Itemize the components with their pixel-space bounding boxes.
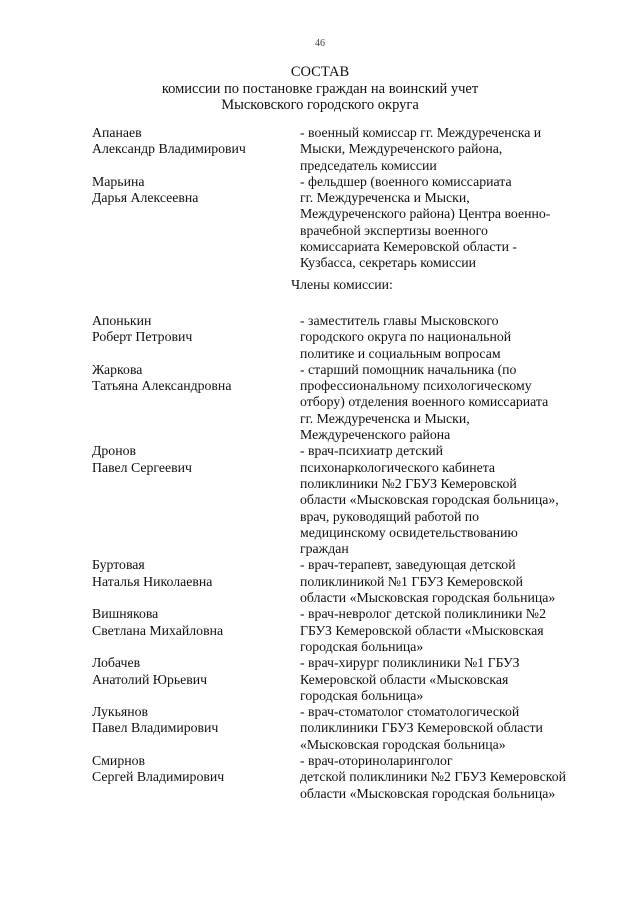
person-surname: Апонькин <box>92 312 152 328</box>
commission-entry <box>92 655 592 704</box>
person-given-name: Наталья Николаевна <box>92 573 213 589</box>
person-position <box>300 557 592 606</box>
person-given-name: Александр Владимирович <box>92 141 246 157</box>
commission-entry <box>92 704 592 753</box>
commission-entry <box>92 557 592 606</box>
person-position <box>300 606 592 655</box>
position-line: поликлиники ГБУЗ Кемеровской области <box>300 720 543 736</box>
commission-entry <box>92 753 592 802</box>
person-position <box>300 313 592 362</box>
person-name <box>92 443 300 557</box>
position-line: гг. Междуреченска и Мыски, <box>300 190 470 206</box>
position-line: председатель комиссии <box>300 157 437 173</box>
position-line: Междуреченского района) Центра военно- <box>300 206 551 222</box>
document-title <box>0 64 640 114</box>
position-line: комиссариата Кемеровской области - <box>300 239 518 255</box>
position-line: Кузбасса, секретарь комиссии <box>300 255 476 271</box>
person-surname: Марьина <box>92 173 145 189</box>
person-name <box>92 174 300 272</box>
person-surname: Вишнякова <box>92 606 159 622</box>
position-line: городская больница» <box>300 638 424 654</box>
commission-entry <box>92 313 592 362</box>
position-line: области «Мысковская городская больница» <box>300 785 556 801</box>
person-name <box>92 753 300 802</box>
person-given-name: Дарья Алексеевна <box>92 190 199 206</box>
person-name <box>92 606 300 655</box>
position-line: отбору) отделения военного комиссариата <box>300 394 549 410</box>
person-surname: Апанаев <box>92 125 142 140</box>
person-surname: Лобачев <box>92 655 141 671</box>
position-line: Мыски, Междуреченского района, <box>300 141 503 157</box>
position-line: - врач-хирург поликлиники №1 ГБУЗ <box>300 655 520 671</box>
position-line: Кемеровской области «Мысковская <box>300 671 509 687</box>
commission-entry <box>92 606 592 655</box>
person-position <box>300 655 592 704</box>
member-entries <box>92 313 592 802</box>
position-line: - врач-оториноларинголог <box>300 752 453 768</box>
position-line: поликлиники №2 ГБУЗ Кемеровской <box>300 475 517 491</box>
position-line: «Мысковская городская больница» <box>300 736 506 752</box>
person-position <box>300 174 592 272</box>
person-position <box>300 704 592 753</box>
person-given-name: Павел Владимирович <box>92 720 219 736</box>
position-line: ГБУЗ Кемеровской области «Мысковская <box>300 622 544 638</box>
position-line: - старший помощник начальника (по <box>300 361 517 377</box>
person-given-name: Роберт Петрович <box>92 329 193 345</box>
position-line: области «Мысковская городская больница», <box>300 492 559 508</box>
commission-entry <box>92 443 592 557</box>
position-line: - врач-психиатр детский <box>300 443 443 459</box>
position-line: врачебной экспертизы военного <box>300 222 488 238</box>
position-line: политике и социальным вопросам <box>300 345 501 361</box>
head-entries <box>92 125 592 272</box>
commission-list <box>92 125 592 802</box>
person-name <box>92 313 300 362</box>
members-heading: Члены комиссии: <box>291 276 393 292</box>
person-name <box>92 125 300 174</box>
position-line: - заместитель главы Мысковского <box>300 312 499 328</box>
person-surname: Жаркова <box>92 361 143 377</box>
position-line: - фельдшер (военного комиссариата <box>300 173 512 189</box>
position-line: медицинскому освидетельствованию <box>300 524 518 540</box>
person-position <box>300 753 592 802</box>
position-line: граждан <box>300 541 349 557</box>
person-surname: Смирнов <box>92 752 146 768</box>
position-line: Междуреченского района <box>300 427 451 443</box>
person-position <box>300 125 592 174</box>
commission-entry <box>92 362 592 443</box>
title-line-2: комиссии по постановке граждан на воинский учет <box>161 80 479 97</box>
position-line: городская больница» <box>300 687 424 703</box>
position-line: - врач-невролог детской поликлиники №2 <box>300 606 546 622</box>
person-surname: Дронов <box>92 443 137 459</box>
position-line: - врач-терапевт, заведующая детской <box>300 557 516 573</box>
position-line: городского округа по национальной <box>300 329 512 345</box>
person-given-name: Сергей Владимирович <box>92 769 225 785</box>
person-name <box>92 362 300 443</box>
position-line: области «Мысковская городская больница» <box>300 590 556 606</box>
position-line: детской поликлиники №2 ГБУЗ Кемеровской <box>300 769 567 785</box>
person-given-name: Павел Сергеевич <box>92 459 192 475</box>
person-given-name: Анатолий Юрьевич <box>92 671 208 687</box>
position-line: гг. Междуреченска и Мыски, <box>300 410 470 426</box>
person-surname: Лукьянов <box>92 704 149 720</box>
person-name <box>92 655 300 704</box>
commission-entry <box>92 174 592 272</box>
position-line: поликлиникой №1 ГБУЗ Кемеровской <box>300 573 524 589</box>
position-line: - врач-стоматолог стоматологической <box>300 704 520 720</box>
position-line: психонаркологического кабинета <box>300 459 496 475</box>
position-line: - военный комиссар гг. Междуреченска и <box>300 125 542 140</box>
person-surname: Буртовая <box>92 557 145 573</box>
title-line-1: СОСТАВ <box>290 64 350 80</box>
title-line-3: Мысковского городского округа <box>221 97 419 113</box>
person-position <box>300 362 592 443</box>
person-position <box>300 443 592 557</box>
commission-entry <box>92 125 592 174</box>
person-given-name: Светлана Михайловна <box>92 622 224 638</box>
position-line: профессиональному психологическому <box>300 378 532 394</box>
person-name <box>92 557 300 606</box>
position-line: врач, руководящий работой по <box>300 508 480 524</box>
person-name <box>92 704 300 753</box>
page-number: 46 <box>315 38 325 49</box>
person-given-name: Татьяна Александровна <box>92 378 232 394</box>
